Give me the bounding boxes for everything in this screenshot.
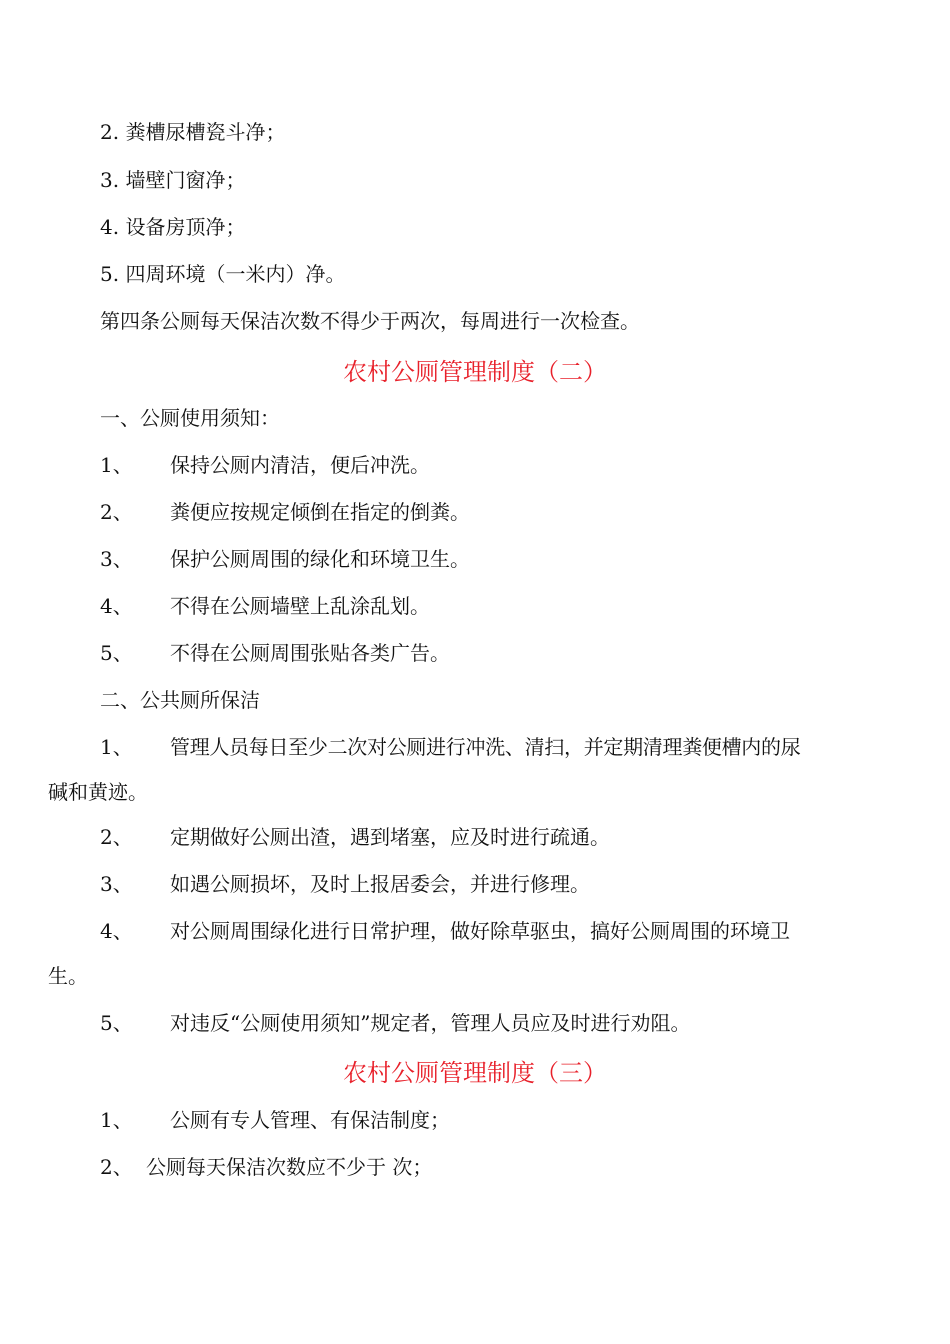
item-number: 4、 xyxy=(100,919,133,943)
list-item: 3. 墙壁门窗净； xyxy=(100,168,246,192)
list-item xyxy=(100,545,900,573)
item-text: 对公厕周围绿化进行日常护理，做好除草驱虫，搞好公厕周围的环境卫 xyxy=(170,919,790,943)
item-number: 2、 xyxy=(100,1155,133,1179)
item-text: 如遇公厕损坏，及时上报居委会，并进行修理。 xyxy=(170,872,590,896)
section-title-3: 农村公厕管理制度（三） xyxy=(343,1059,607,1087)
list-item: 5. 四周环境（一米内）净。 xyxy=(100,262,346,286)
list-item: 2. 粪槽尿槽瓷斗净； xyxy=(100,120,286,144)
list-item: 4. 设备房顶净； xyxy=(100,215,246,239)
article-four: 第四条公厕每天保洁次数不得少于两次，每周进行一次检查。 xyxy=(100,309,640,333)
item-text: 公厕有专人管理、有保洁制度； xyxy=(170,1108,450,1132)
item-number: 2、 xyxy=(100,500,133,524)
item-number: 2、 xyxy=(100,825,133,849)
part2-heading: 二、公共厕所保洁 xyxy=(100,688,260,712)
item-text: 管理人员每日至少二次对公厕进行冲洗、清扫，并定期清理粪便槽内的尿 xyxy=(170,735,801,759)
item-number: 5、 xyxy=(100,641,133,665)
list-item xyxy=(100,1009,900,1037)
item-text: 不得在公厕墙壁上乱涂乱划。 xyxy=(170,594,430,618)
item-number: 3、 xyxy=(100,872,133,896)
item-text: 定期做好公厕出渣，遇到堵塞，应及时进行疏通。 xyxy=(170,825,610,849)
item-text: 不得在公厕周围张贴各类广告。 xyxy=(170,641,450,665)
list-item xyxy=(100,639,900,667)
list-item xyxy=(100,917,900,945)
list-item xyxy=(100,870,900,898)
item-text: 公厕每天保洁次数应不少于 次； xyxy=(146,1155,433,1179)
list-item xyxy=(100,823,900,851)
item-number: 1、 xyxy=(100,1108,133,1132)
item-text-continuation: 生。 xyxy=(48,964,88,988)
item-text: 保持公厕内清洁，便后冲洗。 xyxy=(170,453,430,477)
item-number: 1、 xyxy=(100,735,133,759)
list-item xyxy=(100,733,900,761)
item-text: 粪便应按规定倾倒在指定的倒粪。 xyxy=(170,500,470,524)
item-number: 5、 xyxy=(100,1011,133,1035)
item-number: 1、 xyxy=(100,453,133,477)
list-item xyxy=(100,451,900,479)
item-text: 保护公厕周围的绿化和环境卫生。 xyxy=(170,547,470,571)
item-text-continuation: 碱和黄迹。 xyxy=(48,780,148,804)
item-number: 3、 xyxy=(100,547,133,571)
section-title-2: 农村公厕管理制度（二） xyxy=(343,358,607,386)
item-number: 4、 xyxy=(100,594,133,618)
part1-heading: 一、公厕使用须知： xyxy=(100,406,280,430)
list-item xyxy=(100,592,900,620)
list-item xyxy=(100,1106,900,1134)
list-item xyxy=(100,1153,900,1181)
item-text: 对违反“公厕使用须知”规定者，管理人员应及时进行劝阻。 xyxy=(170,1011,691,1035)
list-item xyxy=(100,498,900,526)
